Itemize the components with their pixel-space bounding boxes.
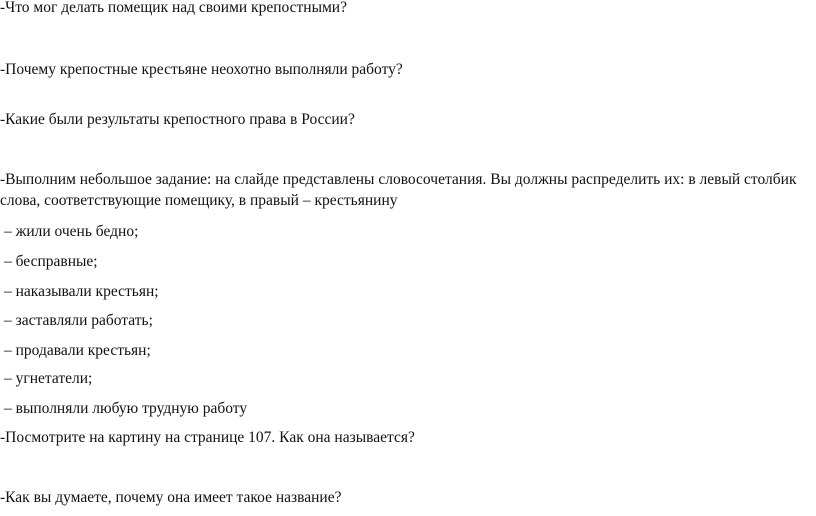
list-item: – наказывали крестьян; [4, 283, 159, 300]
list-item: – заставляли работать; [4, 312, 153, 329]
followup-1: -Посмотрите на картину на странице 107. Как она называется? [0, 429, 415, 446]
list-item: – продавали крестьян; [4, 342, 151, 359]
question-1: -Что мог делать помещик над своими крепостными? [0, 0, 347, 16]
question-2: -Почему крепостные крестьяне неохотно выполняли работу? [0, 61, 403, 78]
followup-2: -Как вы думаете, почему она имеет такое название? [0, 489, 342, 506]
list-item: – угнетатели; [4, 370, 93, 387]
list-item: – бесправные; [4, 253, 98, 270]
task-paragraph: -Выполним небольшое задание: на слайде представлены словосочетания. Вы должны распределить их: в левый столбик слова, соответствующие помещику, в правый – крестьянину [0, 171, 797, 209]
question-3: -Какие были результаты крепостного права в России? [0, 111, 355, 128]
list-item: – жили очень бедно; [4, 223, 139, 240]
list-item: – выполняли любую трудную работу [4, 400, 248, 417]
